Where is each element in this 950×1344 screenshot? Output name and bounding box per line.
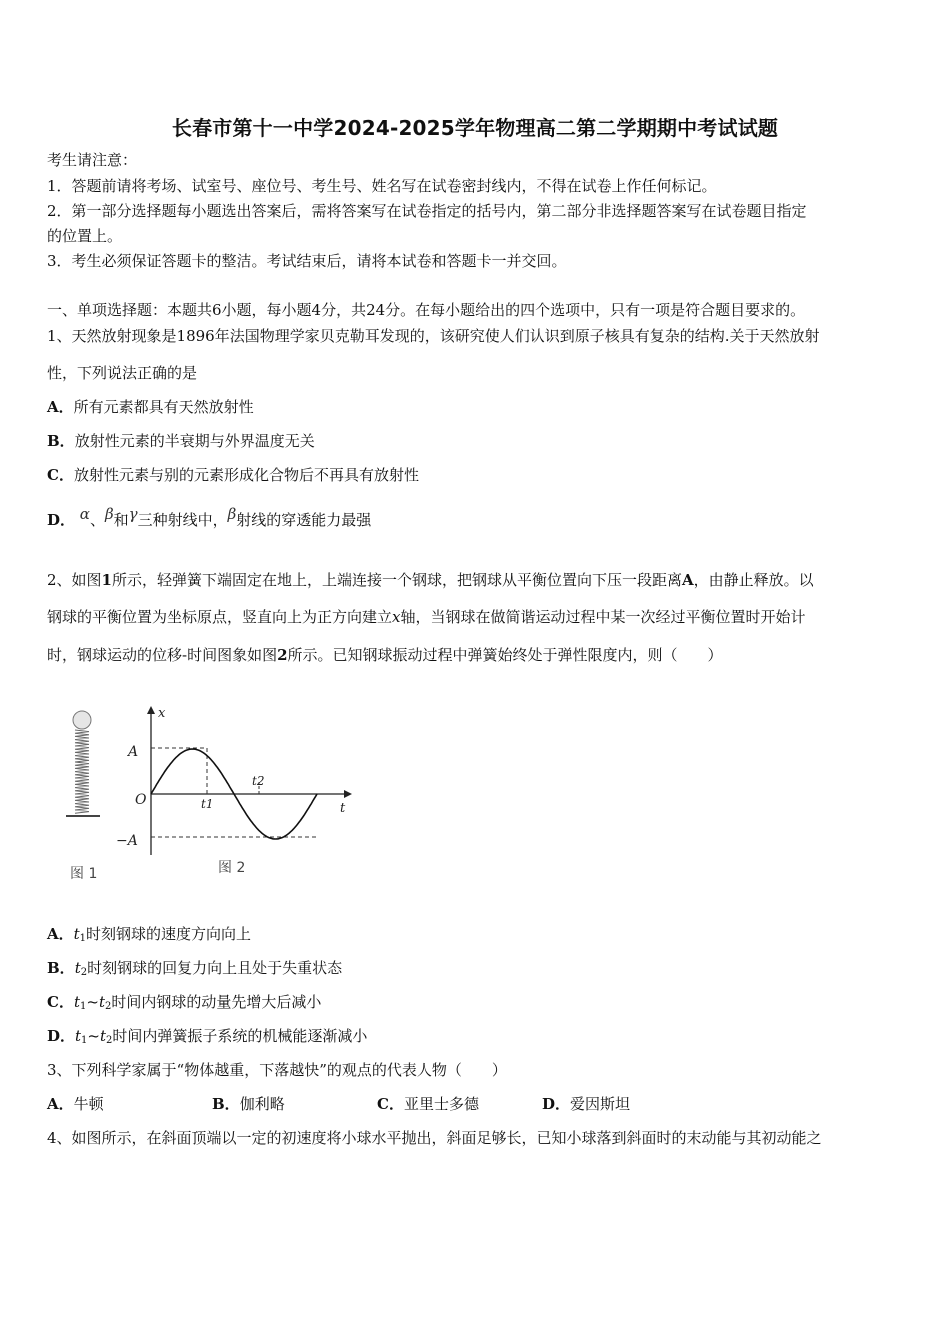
option-text: 射线的穿透能力最强 xyxy=(236,511,372,529)
option-text: 三种射线中， xyxy=(137,511,228,529)
option-text: 放射性元素的半衰期与外界温度无关 xyxy=(74,432,315,450)
option-letter: B． xyxy=(47,432,75,450)
section-heading: 一、单项选择题：本题共6小题，每小题4分，共24分。在每小题给出的四个选项中，只有一项是符合题目要求的。 xyxy=(47,301,806,319)
origin-label: O xyxy=(135,792,147,808)
q2-stem-cont xyxy=(47,645,723,665)
q1-stem: 1、天然放射现象是1896年法国物理学家贝克勒耳发现的，该研究使人们认识到原子核具有复杂的结构.关于天然放射 xyxy=(47,327,820,345)
option-text: 时间内弹簧振子系统的机械能逐渐减小 xyxy=(112,1027,368,1045)
variable: t xyxy=(98,993,105,1011)
q3-option-c xyxy=(377,1094,479,1114)
subscript: 2 xyxy=(106,1035,113,1046)
option-letter: C． xyxy=(47,993,74,1011)
q2-option-b xyxy=(47,958,342,983)
q1-stem-cont: 性，下列说法正确的是 xyxy=(47,364,198,382)
xt-graph xyxy=(116,706,352,876)
x-axis-arrow xyxy=(147,706,155,714)
tilde: ~ xyxy=(87,1027,100,1045)
option-letter: B． xyxy=(212,1095,240,1113)
q3-option-a xyxy=(47,1094,104,1114)
q2-option-a xyxy=(47,924,251,949)
option-text: 时刻钢球的速度方向向上 xyxy=(86,925,252,943)
variable: t xyxy=(73,993,80,1011)
t2-label: t2 xyxy=(252,774,265,788)
notice-item: 2．第一部分选择题每小题选出答案后，需将答案写在试卷指定的括号内，第二部分非选择题答案写在试卷题目指定 xyxy=(47,202,807,220)
q3-option-b xyxy=(212,1094,285,1114)
stem-text: 1 xyxy=(101,571,112,589)
steel-ball xyxy=(73,711,91,729)
stem-text: 钢球的平衡位置为坐标原点，竖直向上为正方向建立 xyxy=(47,608,393,626)
neg-amplitude-label: −A xyxy=(116,833,138,849)
figure1-caption: 图 1 xyxy=(70,866,98,882)
option-text: 放射性元素与别的元素形成化合物后不再具有放射性 xyxy=(73,466,419,484)
option-text: 亚里士多德 xyxy=(403,1095,479,1113)
q2-option-c xyxy=(47,992,321,1017)
stem-text: 所示。已知钢球振动过程中弹簧始终处于弹性限度内，则（ ） xyxy=(287,646,723,664)
stem-text: 2 xyxy=(277,646,288,664)
q3-option-d xyxy=(542,1094,630,1114)
alpha-symbol: α xyxy=(79,505,90,523)
spring-figure xyxy=(66,711,100,882)
variable: t xyxy=(75,1027,82,1045)
subscript: 1 xyxy=(81,1035,88,1046)
beta-symbol: β xyxy=(227,505,237,523)
notice-item: 1．答题前请将考场、试室号、座位号、考生号、姓名写在试卷密封线内，不得在试卷上作任何标记。 xyxy=(47,177,717,195)
option-letter: D． xyxy=(47,1027,76,1045)
stem-text: ，由静止释放。以 xyxy=(693,571,814,589)
t-axis-arrow xyxy=(344,790,352,798)
figure2-caption: 图 2 xyxy=(218,860,246,876)
t1-label: t1 xyxy=(201,797,214,811)
stem-text: A xyxy=(682,571,694,589)
x-axis-label: x xyxy=(158,706,166,721)
gamma-symbol: γ xyxy=(128,505,138,523)
subscript: 1 xyxy=(79,933,87,944)
q2-option-d xyxy=(47,1026,367,1051)
option-letter: C． xyxy=(47,466,74,484)
q1-option-a xyxy=(47,397,254,417)
q2-stem-cont xyxy=(47,607,806,627)
notice-heading: 考生请注意： xyxy=(47,151,138,169)
q1-option-c xyxy=(47,465,419,485)
q2-stem xyxy=(47,570,814,590)
q1-option-d xyxy=(47,505,372,530)
option-text: 时间内钢球的动量先增大后减小 xyxy=(111,993,322,1011)
variable: t xyxy=(74,959,81,977)
option-text: 爱因斯坦 xyxy=(570,1095,631,1113)
q4-stem: 4、如图所示，在斜面顶端以一定的初速度将小球水平抛出，斜面足够长，已知小球落到斜面时的末动能与其初动能之 xyxy=(47,1129,822,1147)
t-axis-label: t xyxy=(340,801,346,816)
variable: t xyxy=(73,925,80,943)
option-letter: A． xyxy=(47,925,74,943)
subscript: 2 xyxy=(80,967,88,978)
option-text: 所有元素都具有天然放射性 xyxy=(73,398,254,416)
q3-stem: 3、下列科学家属于“物体越重，下落越快”的观点的代表人物（ ） xyxy=(47,1061,507,1079)
option-letter: D． xyxy=(47,511,76,529)
option-letter: C． xyxy=(377,1095,404,1113)
stem-text: 时，钢球运动的位移-时间图象如图 xyxy=(47,646,278,664)
stem-text: x xyxy=(392,608,401,626)
option-text: 牛顿 xyxy=(73,1095,104,1113)
subscript: 1 xyxy=(79,1001,87,1012)
amplitude-label: A xyxy=(128,744,139,760)
option-text: 伽利略 xyxy=(239,1095,285,1113)
option-letter: D． xyxy=(542,1095,571,1113)
option-letter: B． xyxy=(47,959,75,977)
stem-text: 所示，轻弹簧下端固定在地上，上端连接一个钢球，把钢球从平衡位置向下压一段距离 xyxy=(111,571,682,589)
spring xyxy=(75,730,89,813)
tilde: ~ xyxy=(86,993,99,1011)
stem-text: 轴，当钢球在做简谐运动过程中某一次经过平衡位置时开始计 xyxy=(400,608,806,626)
notice-item: 3．考生必须保证答题卡的整洁。考试结束后，请将本试卷和答题卡一并交回。 xyxy=(47,252,567,270)
page-title: 长春市第十一中学2024-2025学年物理高二第二学期期中考试试题 xyxy=(171,116,779,140)
subscript: 2 xyxy=(104,1001,112,1012)
option-letter: A． xyxy=(47,1095,74,1113)
beta-symbol: β xyxy=(104,505,114,523)
option-letter: A． xyxy=(47,398,74,416)
variable: t xyxy=(100,1027,107,1045)
q1-option-b xyxy=(47,431,315,451)
notice-item: 的位置上。 xyxy=(47,227,123,245)
q2-figure xyxy=(60,700,370,890)
stem-text: 2、如图 xyxy=(47,571,102,589)
and-text: 和 xyxy=(113,511,129,529)
separator: 、 xyxy=(89,511,105,529)
option-text: 时刻钢球的回复力向上且处于失重状态 xyxy=(87,959,343,977)
